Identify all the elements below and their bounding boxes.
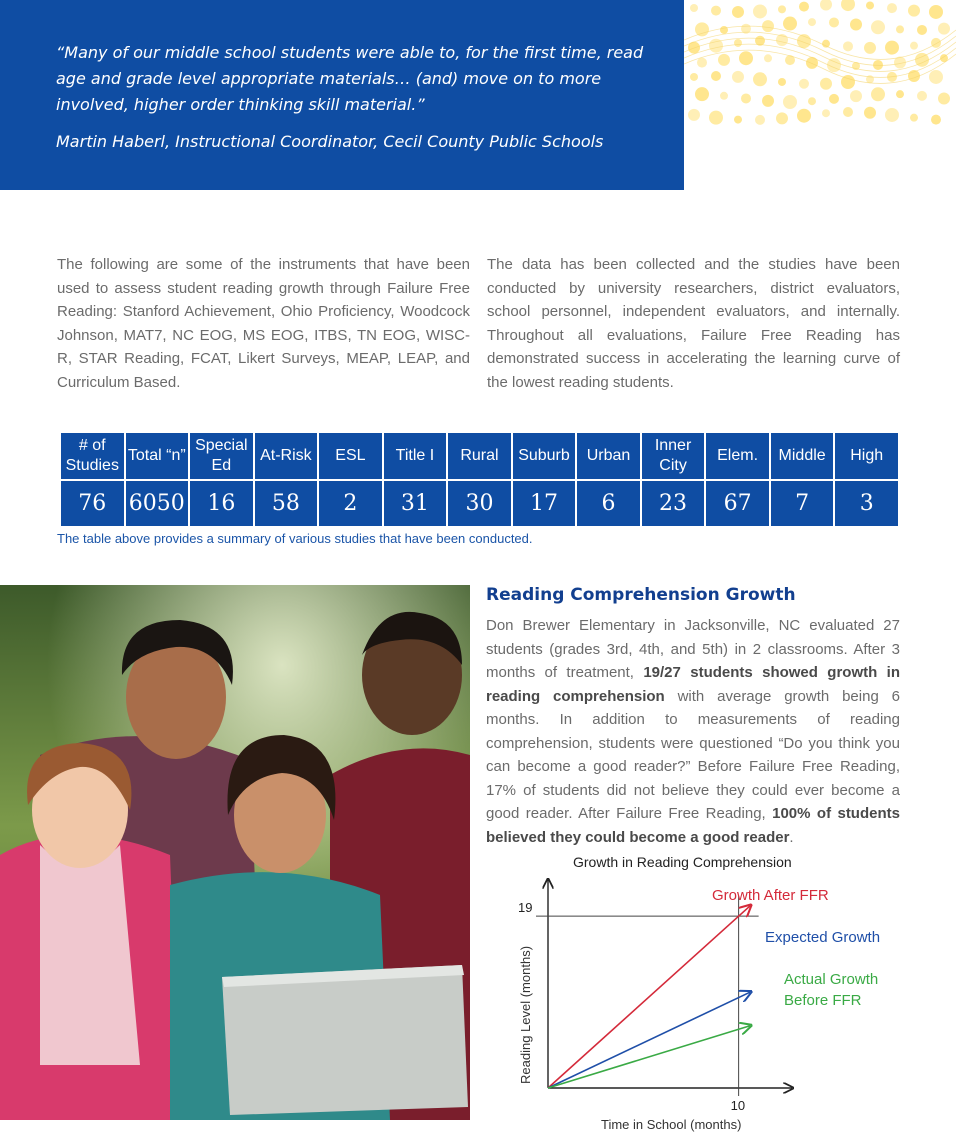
table-cell: 6 bbox=[576, 480, 641, 527]
decorative-dot bbox=[741, 93, 751, 103]
section-text: Don Brewer Elementary in Jacksonville, NC evaluated 27 students (grades 3rd, 4th, and 5th) in 2 classrooms. After 3 months of treatment, bbox=[486, 617, 900, 681]
table-cell: 2 bbox=[318, 480, 383, 527]
decorative-dot bbox=[871, 87, 885, 101]
y-tick-label: 19 bbox=[518, 900, 533, 916]
decorative-dot bbox=[732, 71, 744, 83]
table-cell: 23 bbox=[641, 480, 706, 527]
decorative-dot bbox=[753, 4, 767, 18]
table-cell: 6050 bbox=[125, 480, 190, 527]
chart-plot bbox=[518, 880, 880, 1113]
decorative-dot bbox=[887, 3, 897, 13]
decorative-dot bbox=[720, 26, 728, 34]
decorative-dot bbox=[797, 109, 811, 123]
decorative-dot bbox=[808, 18, 816, 26]
x-axis-label: Time in School (months) bbox=[601, 1117, 742, 1132]
table-cell: 7 bbox=[770, 480, 835, 527]
table-cell: 3 bbox=[834, 480, 899, 527]
decorative-dot bbox=[711, 6, 721, 16]
series-label: Expected Growth bbox=[765, 929, 881, 946]
decorative-dot bbox=[783, 17, 797, 31]
section-body bbox=[486, 614, 900, 849]
decorative-dot bbox=[938, 93, 950, 105]
decorative-dot bbox=[871, 20, 885, 34]
decorative-dot bbox=[938, 23, 950, 35]
decorative-dot bbox=[734, 39, 742, 47]
table-header: Special Ed bbox=[189, 432, 254, 480]
decorative-dot bbox=[718, 54, 730, 66]
decorative-dot bbox=[885, 41, 899, 55]
series-line bbox=[548, 992, 750, 1088]
decorative-dot bbox=[829, 94, 839, 104]
decorative-dot bbox=[931, 115, 941, 125]
decorative-dot bbox=[806, 57, 818, 69]
decorative-dot bbox=[799, 2, 809, 12]
decorative-dots bbox=[684, 0, 956, 190]
table-header-row bbox=[60, 432, 899, 480]
decorative-dot bbox=[709, 111, 723, 125]
table-header: Middle bbox=[770, 432, 835, 480]
decorative-dot bbox=[820, 0, 832, 11]
chart-title: Growth in Reading Comprehension bbox=[573, 854, 792, 870]
series-label: Growth After FFR bbox=[712, 887, 829, 904]
table-header: Elem. bbox=[705, 432, 770, 480]
decorative-dot bbox=[778, 78, 786, 86]
decorative-dot bbox=[864, 107, 876, 119]
studies-summary-table bbox=[59, 431, 900, 528]
table-cell: 31 bbox=[383, 480, 448, 527]
series-line bbox=[548, 1026, 750, 1088]
decorative-dot bbox=[783, 95, 797, 109]
section-highlight: 100% of students believed they could become a good reader bbox=[486, 805, 900, 846]
decorative-dot bbox=[776, 112, 788, 124]
table-header: At-Risk bbox=[254, 432, 319, 480]
decorative-dot bbox=[910, 42, 918, 50]
section-highlight: 19/27 students showed growth in reading comprehension bbox=[486, 664, 900, 705]
section-text: with average growth being 6 months. In addition to measurements of reading comprehension, students were questioned “Do you think you can become a good reader?” Before Failure Free Reading, 17% of students did not believe they could ever become a good reader. After Failure Free Reading, bbox=[486, 687, 900, 822]
decorative-dot bbox=[929, 70, 943, 84]
table-cell: 76 bbox=[60, 480, 125, 527]
table-header: Inner City bbox=[641, 432, 706, 480]
decorative-dot bbox=[720, 92, 728, 100]
table-header: ESL bbox=[318, 432, 383, 480]
growth-chart bbox=[486, 848, 926, 1136]
table-cell: 67 bbox=[705, 480, 770, 527]
decorative-dot bbox=[688, 109, 700, 121]
section-heading: Reading Comprehension Growth bbox=[486, 585, 796, 605]
decorative-dot bbox=[799, 79, 809, 89]
decorative-dot bbox=[896, 90, 904, 98]
decorative-dot bbox=[711, 71, 721, 81]
table-cell: 16 bbox=[189, 480, 254, 527]
decorative-dot bbox=[829, 17, 839, 27]
decorative-dot bbox=[755, 115, 765, 125]
decorative-dot bbox=[931, 38, 941, 48]
decorative-dot bbox=[778, 5, 786, 13]
table-caption: The table above provides a summary of various studies that have been conducted. bbox=[57, 531, 533, 546]
table-row bbox=[60, 480, 899, 527]
intro-left-paragraph: The following are some of the instruments that have been used to assess student reading growth through Failure Free Reading: Stanford Achievement, Ohio Proficiency, Woodcock Johnson, MAT7, NC EOG, MS EOG, ITBS, TN EOG, WISC-R, STAR Reading, FCAT, Likert Surveys, MEAP, LEAP, and Curriculum Based. bbox=[57, 256, 470, 391]
decorative-dot bbox=[917, 91, 927, 101]
decorative-dot bbox=[822, 109, 830, 117]
table-header: Title I bbox=[383, 432, 448, 480]
students-photo bbox=[0, 585, 470, 1120]
decorative-dot bbox=[864, 42, 876, 54]
decorative-dot bbox=[929, 5, 943, 19]
decorative-dot bbox=[732, 6, 744, 18]
decorative-dot bbox=[734, 116, 742, 124]
table-cell: 30 bbox=[447, 480, 512, 527]
x-tick-label: 10 bbox=[730, 1098, 746, 1113]
decorative-dot bbox=[695, 22, 709, 36]
series-label: Actual Growth bbox=[784, 971, 879, 988]
decorative-dot bbox=[695, 87, 709, 101]
decorative-dot bbox=[762, 20, 774, 32]
table-header: Rural bbox=[447, 432, 512, 480]
series-label: Before FFR bbox=[784, 992, 862, 1009]
decorative-dot bbox=[910, 114, 918, 122]
decorative-dot bbox=[850, 90, 862, 102]
intro-right-paragraph: The data has been collected and the studies have been conducted by university researchers, district evaluators, school personnel, independent evaluators, and internally. Throughout all evaluations, Failure Free Reading has demonstrated success in accelerating the learning curve of the lowest reading students. bbox=[487, 256, 900, 391]
table-header: Total “n” bbox=[125, 432, 190, 480]
table-header: Suburb bbox=[512, 432, 577, 480]
y-axis-label: Reading Level (months) bbox=[518, 945, 533, 1084]
table-cell: 58 bbox=[254, 480, 319, 527]
decorative-dot bbox=[764, 54, 772, 62]
quote-banner bbox=[0, 0, 684, 190]
decorative-dot bbox=[690, 73, 698, 81]
table-header: # of Studies bbox=[60, 432, 125, 480]
decorative-dot bbox=[917, 25, 927, 35]
decorative-dot bbox=[820, 78, 832, 90]
decorative-dot bbox=[697, 58, 707, 68]
section-text: . bbox=[789, 828, 794, 846]
table-cell: 17 bbox=[512, 480, 577, 527]
quote-text: “Many of our middle school students were able to, for the first time, read age and grade level appropriate materials… (and) move on to more involved, higher order thinking skill material.” bbox=[56, 43, 644, 114]
table-header: Urban bbox=[576, 432, 641, 480]
decorative-dot bbox=[843, 107, 853, 117]
table-header: High bbox=[834, 432, 899, 480]
quote-attribution: Martin Haberl, Instructional Coordinator, Cecil County Public Schools bbox=[56, 132, 604, 151]
decorative-dot bbox=[843, 41, 853, 51]
decorative-dot bbox=[896, 25, 904, 33]
decorative-dot bbox=[908, 5, 920, 17]
decorative-dot bbox=[822, 40, 830, 48]
decorative-dot bbox=[850, 19, 862, 31]
decorative-dot bbox=[808, 97, 816, 105]
decorative-dot bbox=[762, 95, 774, 107]
decorative-dot bbox=[885, 108, 899, 122]
decorative-dot bbox=[841, 0, 855, 11]
decorative-dot bbox=[866, 1, 874, 9]
decorative-dot bbox=[739, 51, 753, 65]
decorative-dot bbox=[753, 72, 767, 86]
decorative-dot bbox=[690, 4, 698, 12]
series-line bbox=[548, 906, 750, 1088]
